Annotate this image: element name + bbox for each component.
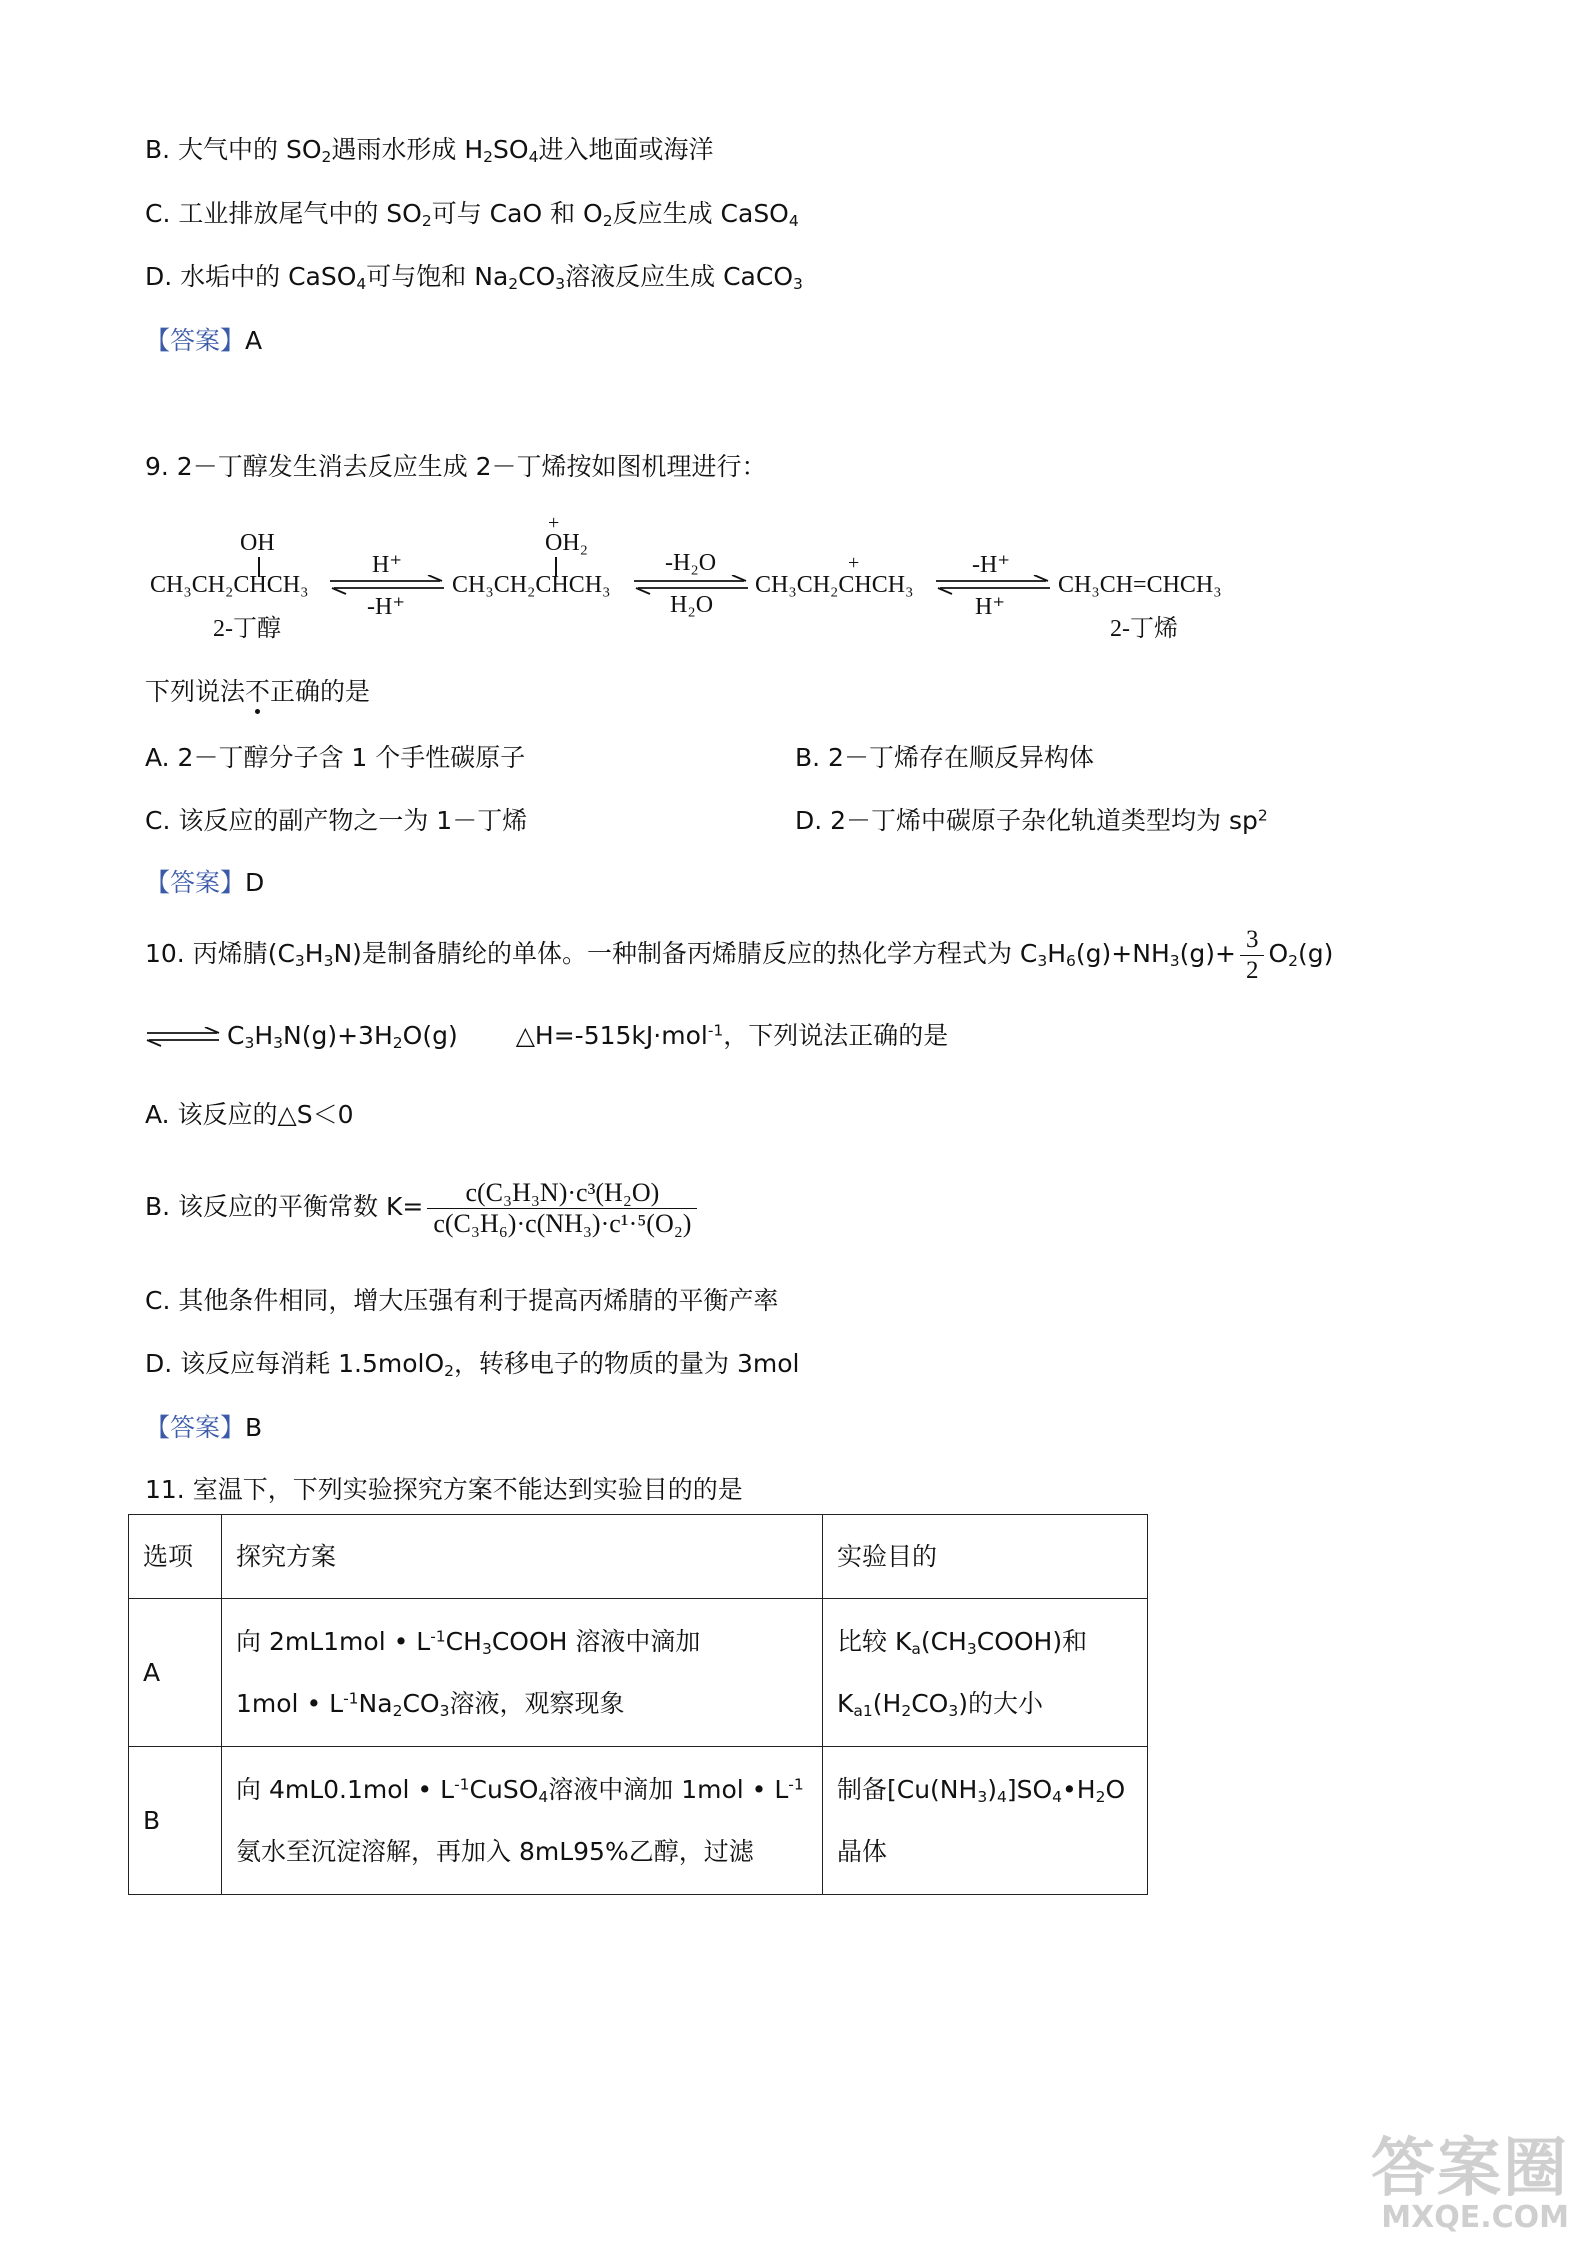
q10-option-d: D. 该反应每消耗 1.5molO$_2$，转移电子的物质的量为 3mol xyxy=(145,1349,800,1380)
mech-arrow1-bottom: -H⁺ xyxy=(367,594,405,620)
row-b-plan: 向 4mL0.1mol • $L^{-1}CuSO_4$溶液中滴加 1mol • $L^{-1}$ 氨水至沉淀溶解，再加入 8mL95%乙醇，过滤 xyxy=(222,1747,823,1895)
mech-oh-label: OH xyxy=(240,530,275,556)
mech-oxonium-formula: CH₃CH₂CHCH₃ xyxy=(452,572,611,598)
k-numerator: c(C₃H₃N)·c³(H₂O) xyxy=(427,1178,697,1209)
q8-answer xyxy=(145,323,262,359)
header-plan: 探究方案 xyxy=(222,1515,823,1599)
q10-option-b: B. 该反应的平衡常数 K= $\frac{\text{c(C₃H₃N)·c³(H₂O)}}{\text{c(C₃H₆)·c(NH₃)·c¹·⁵(O₂)}}$ xyxy=(145,1172,701,1242)
mech-plus-charge: + xyxy=(848,552,860,574)
q10-answer xyxy=(145,1410,262,1446)
table-header-row xyxy=(129,1515,1148,1599)
q9-question: 下列说法不 正确的是 xyxy=(145,674,370,710)
answer-label: 【答案】 xyxy=(145,326,246,355)
answer-label: 【答案】 xyxy=(145,868,246,897)
mech-oh2-label: OH₂ xyxy=(545,530,589,556)
emphasis-dot-icon xyxy=(255,709,260,714)
table-row xyxy=(129,1599,1148,1747)
mech-arrow2-bottom: H₂O xyxy=(670,592,714,618)
mech-arrow1-top: H⁺ xyxy=(372,552,402,578)
row-b-goal: 制备$[Cu(NH_3)_4]SO_4•H_2O$ 晶体 xyxy=(823,1747,1148,1895)
row-a-goal: 比较 $K_a(CH_3COOH)$和 $K_{a1}(H_2CO_3)$的大小 xyxy=(823,1599,1148,1747)
header-goal: 实验目的 xyxy=(823,1515,1148,1599)
experiment-table xyxy=(128,1514,1148,1895)
watermark xyxy=(1371,2132,1569,2235)
row-b-option: B xyxy=(129,1747,222,1895)
equilibrium-arrow-icon xyxy=(145,1027,221,1047)
header-option: 选项 xyxy=(129,1515,222,1599)
watermark-url: MXQE.COM xyxy=(1381,2200,1569,2235)
equilibrium-constant-fraction xyxy=(427,1178,697,1239)
row-a-plan: 向 2mL1mol • $L^{-1}CH_3COOH$ 溶液中滴加 1mol • $L^{-1}Na_2CO_3$溶液，观察现象 xyxy=(222,1599,823,1747)
mech-arrow3-top: -H⁺ xyxy=(972,552,1010,578)
q10-stem: 10. 丙烯腈$(C_3H_3N)$是制备腈纶的单体。一种制备丙烯腈反应的热化学方程式为 $C_3H_6(g)+NH_3(g)+$ $\frac{3}{2}$ $O_2(g)$ xyxy=(145,925,1334,984)
q9-answer xyxy=(145,865,264,901)
q9-option-d: D. 2－丁烯中碳原子杂化轨道类型均为 $sp^2$ xyxy=(795,806,1268,835)
answer-value: B xyxy=(245,1413,263,1442)
fraction-three-halves: $\frac{3}{2}$ xyxy=(1240,925,1265,986)
q9-option-b: B. 2－丁烯存在顺反异构体 xyxy=(795,743,1094,772)
q11-stem: 11. 室温下，下列实验探究方案不能达到实验目的的是 xyxy=(145,1475,743,1504)
mech-butene-formula: CH₃CH=CHCH₃ xyxy=(1058,572,1222,598)
answer-label: 【答案】 xyxy=(145,1413,246,1442)
answer-value: D xyxy=(245,868,265,897)
k-denominator: c(C₃H₆)·c(NH₃)·c¹·⁵(O₂) xyxy=(433,1208,692,1238)
answer-value: A xyxy=(245,326,263,355)
mech-plus-charge: + xyxy=(548,512,560,534)
mech-butanol-name: 2-丁醇 xyxy=(213,616,281,642)
q8-option-b: B. 大气中的 $SO_2$遇雨水形成 $H_2SO_4$进入地面或海洋 xyxy=(145,135,714,166)
mech-arrow2-top: -H₂O xyxy=(665,550,717,576)
q8-option-d: D. 水垢中的 CaSO$_4$可与饱和 $Na_2CO_3$溶液反应生成 CaCO$_3$ xyxy=(145,262,803,293)
row-a-option: A xyxy=(129,1599,222,1747)
mech-butanol-formula: CH₃CH₂CHCH₃ xyxy=(150,572,309,598)
q10-equation-line2: $C_3H_3N(g)+3H_2O(g)$ △H=-515kJ·mol$^{-1}$，下列说法正确的是 xyxy=(145,1018,948,1054)
q9-option-a: A. 2－丁醇分子含 1 个手性碳原子 xyxy=(145,743,526,772)
q9-option-c: C. 该反应的副产物之一为 1－丁烯 xyxy=(145,806,528,835)
mech-butene-name: 2-丁烯 xyxy=(1110,616,1178,642)
watermark-logo: 答案圈 xyxy=(1371,2132,1569,2206)
table-row xyxy=(129,1747,1148,1895)
mech-carbocation-formula: CH₃CH₂CHCH₃ xyxy=(755,572,914,598)
q9-stem: 9. 2－丁醇发生消去反应生成 2－丁烯按如图机理进行： xyxy=(145,452,767,481)
q10-option-a: A. 该反应的△S＜0 xyxy=(145,1100,354,1129)
q8-option-c: C. 工业排放尾气中的 $SO_2$可与 CaO 和 $O_2$反应生成 CaSO$_4$ xyxy=(145,199,799,230)
mech-arrow3-bottom: H⁺ xyxy=(975,594,1005,620)
emphasis-dot-char: 不 xyxy=(245,677,270,706)
q10-option-c: C. 其他条件相同，增大压强有利于提高丙烯腈的平衡产率 xyxy=(145,1286,779,1315)
